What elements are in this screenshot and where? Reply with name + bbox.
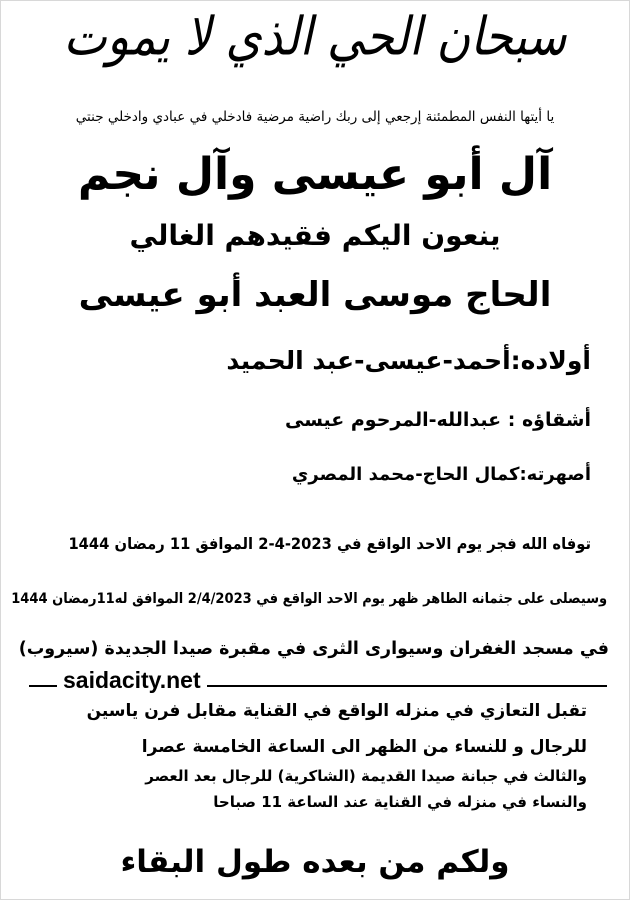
condolence-line-4: والنساء في منزله في القناية عند الساعة 11 صباحا <box>213 793 587 811</box>
families-title: آل أبو عيسى وآل نجم <box>77 149 553 200</box>
quran-verse: يا أيتها النفس المطمئنة إرجعي إلى ربك راضية مرضية فادخلي في عبادي وادخلي جنتي <box>75 109 555 125</box>
burial-line: في مسجد الغفران وسيوارى الثرى في مقبرة صيدا الجديدة (سيروب) <box>18 639 609 659</box>
condolence-line-2: للرجال و للنساء من الظهر الى الساعة الخامسة عصرا <box>141 737 587 757</box>
deceased-name: الحاج موسى العبد أبو عيسى <box>78 275 552 315</box>
death-date-line: توفاه الله فجر يوم الاحد الواقع في 2023-4-2 الموافق 11 رمضان 1444 <box>68 534 591 553</box>
mourn-line: ينعون اليكم فقيدهم الغالي <box>129 219 501 252</box>
watermark <box>29 669 607 695</box>
funeral-prayer-line: وسيصلى على جثمانه الطاهر ظهر يوم الاحد الواقع في 2/4/2023 الموافق له11رمضان 1444 <box>11 591 608 607</box>
condolence-line-1: تقبل التعازي في منزله الواقع في القناية مقابل فرن ياسين <box>86 701 587 721</box>
calligraphy-header: سبحان الحي الذي لا يموت <box>63 4 567 68</box>
watermark-text: saidacity.net <box>57 667 207 694</box>
brothers-line: أشقاؤه : عبدالله-المرحوم عيسى <box>284 409 591 431</box>
condolence-line-3: والثالث في جبانة صيدا القديمة (الشاكرية) للرجال بعد العصر <box>145 767 587 785</box>
in-laws-line: أصهرته:كمال الحاج-محمد المصري <box>291 464 591 485</box>
sons-line: أولاده:أحمد-عيسى-عبد الحميد <box>226 346 591 375</box>
closing-line: ولكم من بعده طول البقاء <box>120 844 510 880</box>
